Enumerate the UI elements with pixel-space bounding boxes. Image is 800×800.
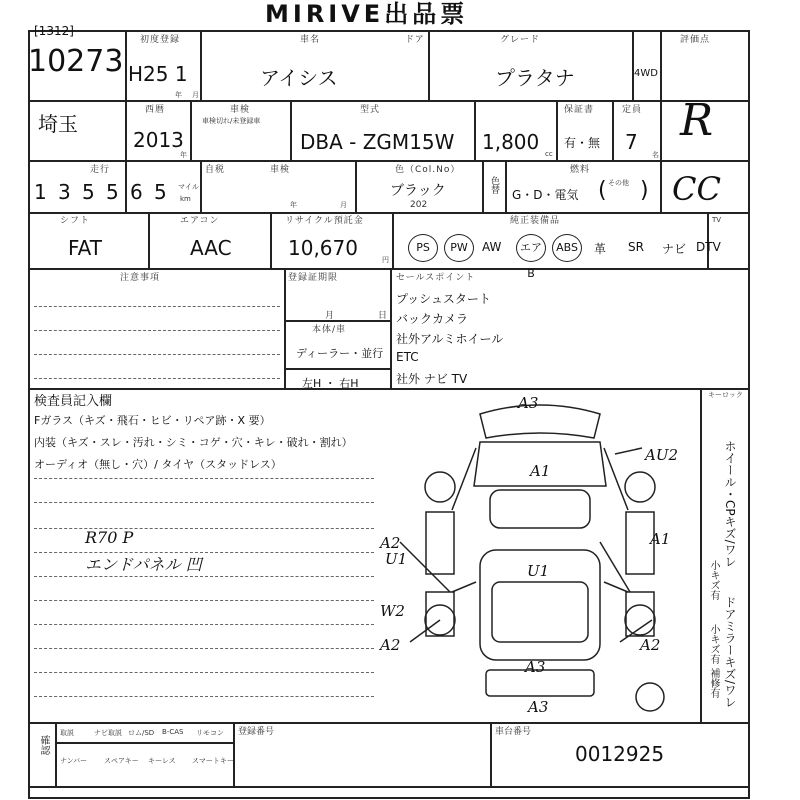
- sales-point: プッシュスタート: [396, 292, 491, 306]
- first-reg-label: 初度登録: [140, 35, 181, 45]
- damage-mark: A1: [650, 530, 671, 548]
- yen-unit: 円: [382, 256, 389, 264]
- color-label: 色（Col.No）: [395, 165, 461, 175]
- mileage-digit: 6: [130, 180, 143, 204]
- ac-label: エアコン: [180, 216, 220, 226]
- fuel-other-label: その他: [608, 179, 629, 187]
- deadline-day: 日: [378, 311, 388, 321]
- equip-item: ナビ: [662, 242, 687, 256]
- shift-value: FAT: [68, 236, 103, 260]
- equip-item: PS: [408, 234, 438, 262]
- displacement: 1,800: [482, 130, 540, 154]
- door-label: ドア: [405, 35, 425, 45]
- sales-title: セールスポイント: [396, 273, 476, 283]
- color-value: ブラック: [390, 183, 446, 199]
- month-unit: 月: [192, 91, 199, 99]
- auction-sheet: MIRIVE出品票 [1312] 10273 初度登録 H25 1 年 月 車名 アイシス ドア グレード プラタナ 4WD 評価点 R 埼玉 西暦 2013 年 車検 車検切れ/未登録車 型式 DBA - ZGM15W 1,800 cc 保証書 有・無 定員 7 名 走行 1 3 5 5 6 5 マイル km 自税 車検 年 月 色（Col.No） ブラック 202 色替 燃料 G・D・電気 その他 ( ) CC シフト FAT エアコン AAC リサイクル預託金 10,670 円 純正装備品 TV PS PW AW エアB ABS 革 SR ナビ DTV 注意事項 登録証期限 月 日 本体/車 ディーラー・並行 左H ・ 右H セールスポイント プッシュスタート バックカメラ 社外アルミホイール ETC 社外 ナビ TV 検査員記入欄 Fガラス（キズ・飛石・ヒビ・リペア跡・X 要） 内装（キズ・スレ・汚れ・シミ・コゲ・穴・キレ・破れ・割れ） オーディオ（無し・穴）/ タイヤ（スタッドレス） R70 P エンドパネル 凹 A3 A1 AU2 A1 A2 U1 U1 W2 A2 A3 A2 A3 ホイール・CPキズ/ワレ 小キズ有 ドアミラーキズ/ワレ 小キズ有 補修有 キーロック 確認 取説 ナビ取説 ロム/SD B-CAS リモコン ナンバー スペアキー キーレス スマートキー 登録番号 車台番号 0012925: [0, 0, 800, 800]
- damage-mark: A3: [525, 658, 546, 676]
- side-label: ホイール・CPキズ/ワレ: [723, 440, 737, 568]
- mileage-digit: 1: [34, 180, 47, 204]
- fuel-value: G・D・電気: [512, 188, 579, 202]
- lot-box-label: [1312]: [34, 24, 74, 38]
- damage-mark: U1: [385, 550, 408, 568]
- mileage-unit-mile: マイル: [178, 183, 199, 191]
- lot-number: 10273: [28, 44, 124, 79]
- deadline-label: 登録証期限: [288, 273, 339, 283]
- eval-score: R: [680, 95, 714, 146]
- equip-item: DTV: [696, 240, 721, 254]
- side-label-5: 補修有: [708, 668, 719, 698]
- mileage-unit-km: km: [180, 195, 191, 203]
- reg-no-label: 登録番号: [238, 727, 275, 737]
- equip-label: 純正装備品: [510, 216, 561, 226]
- equip-item: AW: [482, 240, 502, 254]
- equip-tv-label: TV: [712, 216, 722, 224]
- car-name-label: 車名: [300, 35, 321, 45]
- color-change-label: 色替: [489, 176, 499, 194]
- capacity-label: 定員: [622, 105, 643, 115]
- shift-label: シフト: [60, 216, 91, 226]
- mileage-digit: 5: [154, 180, 167, 204]
- inspector-title: 検査員記入欄: [34, 394, 113, 409]
- chassis-label: 車台番号: [495, 727, 532, 737]
- cc-mark: CC: [672, 170, 721, 208]
- recycle-label: リサイクル預託金: [285, 216, 364, 226]
- equip-item: SR: [628, 240, 644, 254]
- equip-item: PW: [444, 234, 474, 262]
- damage-mark: A3: [518, 394, 539, 412]
- grade: プラタナ: [495, 66, 575, 90]
- sheet-title: MIRIVE出品票: [265, 0, 469, 28]
- deadline-month: 月: [325, 311, 335, 321]
- mileage-label: 走行: [90, 165, 111, 175]
- sales-point: バックカメラ: [396, 312, 469, 326]
- equip-item: 革: [594, 242, 607, 256]
- footer-item: スマートキー: [192, 757, 234, 765]
- eval-label: 評価点: [680, 35, 711, 45]
- footer-item: スペアキー: [104, 757, 139, 765]
- damage-mark: A2: [640, 636, 661, 654]
- check-label: 確認: [38, 735, 49, 755]
- warranty-value: 有・無: [564, 136, 601, 150]
- first-reg-value: H25 1: [128, 62, 188, 86]
- ac-value: AAC: [190, 236, 232, 260]
- car-name: アイシス: [260, 66, 338, 90]
- model-value: DBA - ZGM15W: [300, 130, 455, 154]
- western-label: 西暦: [145, 105, 166, 115]
- drive-type: 4WD: [634, 68, 658, 79]
- year-unit-2: 年: [180, 151, 187, 159]
- year-unit: 年: [175, 91, 182, 99]
- equip-item: エアB: [516, 234, 546, 262]
- sales-point: 社外アルミホイール: [396, 332, 504, 346]
- region: 埼玉: [38, 112, 78, 136]
- damage-mark: A2: [380, 636, 401, 654]
- sales-point: 社外 ナビ TV: [396, 372, 468, 386]
- model-label: 型式: [360, 105, 381, 115]
- inspector-line: 内装（キズ・スレ・汚れ・シミ・コゲ・穴・キレ・破れ・割れ）: [34, 436, 353, 449]
- footer-item: 取説: [60, 729, 74, 737]
- capacity-unit: 名: [652, 151, 659, 159]
- footer-item: B-CAS: [162, 728, 184, 736]
- capacity-value: 7: [625, 130, 638, 154]
- chassis-number: 0012925: [575, 742, 665, 766]
- damage-mark: A3: [528, 698, 549, 716]
- body-label: 本体/車: [312, 325, 347, 335]
- footer-item: リモコン: [196, 729, 224, 737]
- tax-label: 自税: [205, 165, 226, 175]
- damage-mark: A1: [530, 462, 551, 480]
- equip-item: ABS: [552, 234, 582, 262]
- mileage-digit: 5: [82, 180, 95, 204]
- recycle-value: 10,670: [288, 236, 358, 260]
- reg-month-unit: 月: [340, 201, 347, 209]
- side-label-2: 小キズ有: [708, 560, 719, 600]
- inspection-label: 車検: [230, 105, 251, 115]
- damage-mark: U1: [527, 562, 550, 580]
- footer-item: ナンバー: [60, 757, 88, 765]
- dealer-option: ディーラー・並行: [296, 347, 384, 360]
- damage-mark: W2: [380, 602, 405, 620]
- grade-label: グレード: [500, 35, 541, 45]
- reg-label: 車検: [270, 165, 291, 175]
- side-label-3: ドアミラーキズ/ワレ: [723, 596, 737, 709]
- sales-point: ETC: [396, 350, 419, 364]
- fuel-label: 燃料: [570, 165, 591, 175]
- footer-item: ロム/SD: [128, 729, 155, 737]
- hand-note-1: R70 P: [85, 528, 134, 547]
- notes-title: 注意事項: [120, 273, 161, 283]
- hand-note-2: エンドパネル 凹: [85, 555, 202, 574]
- mileage-digit: 3: [58, 180, 71, 204]
- footer-item: キーレス: [148, 757, 176, 765]
- footer-item: ナビ取説: [94, 729, 122, 737]
- warranty-label: 保証書: [564, 105, 595, 115]
- color-number: 202: [410, 200, 428, 210]
- damage-mark: A2: [380, 534, 401, 552]
- reg-year-unit: 年: [290, 201, 297, 209]
- inspector-line: Fガラス（キズ・飛石・ヒビ・リペア跡・X 要）: [34, 414, 271, 427]
- side-label-4: 小キズ有: [708, 624, 719, 664]
- western-year: 2013: [133, 128, 184, 152]
- mileage-digit: 5: [106, 180, 119, 204]
- key-label: キーロック: [708, 391, 743, 399]
- steering-option: 左H ・ 右H: [302, 377, 359, 390]
- cc-unit: cc: [545, 150, 553, 158]
- inspection-note: 車検切れ/未登録車: [202, 117, 261, 125]
- inspector-line: オーディオ（無し・穴）/ タイヤ（スタッドレス）: [34, 458, 282, 471]
- damage-mark: AU2: [645, 446, 679, 464]
